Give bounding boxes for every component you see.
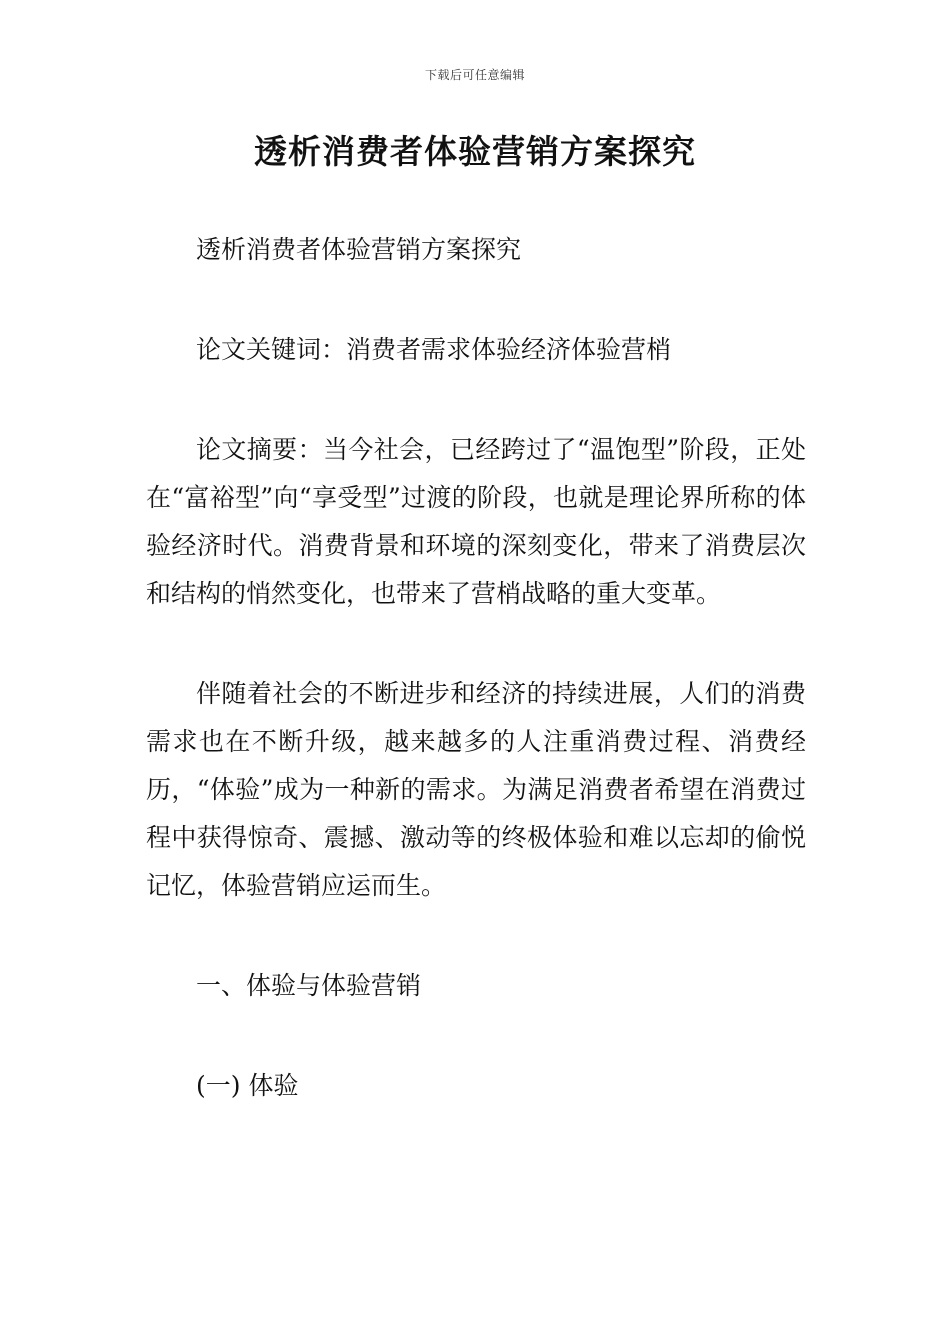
section-heading: 一、体验与体验营销: [196, 971, 422, 1000]
subtitle-paragraph: 透析消费者体验营销方案探究: [196, 235, 522, 264]
subsection-heading: (一) 体验: [196, 1071, 299, 1100]
keywords-paragraph: 论文关键词：消费者需求体验经济体验营梢: [196, 335, 672, 364]
header-note: 下载后可任意编辑: [424, 68, 525, 82]
document-body: [146, 226, 806, 1110]
document-title: 透析消费者体验营销方案探究: [254, 132, 696, 171]
intro-paragraph: 伴随着社会的不断进步和经济的持续进展，人们的消费需求也在不断升级，越来越多的人注重消费过程、消费经历，“体验”成为一种新的需求。为满足消费者希望在消费过程中获得惊奇、震撼、激动等的终极体验和难以忘却的偷悦记忆，体验营销应运而生。: [146, 679, 806, 900]
abstract-paragraph: 论文摘要：当今社会，已经跨过了“温饱型”阶段，正处在“富裕型”向“享受型”过渡的阶段，也就是理论界所称的体验经济时代。消费背景和环境的深刻变化，带来了消费层次和结构的悄然变化，也带来了营梢战略的重大变革。: [146, 435, 806, 608]
